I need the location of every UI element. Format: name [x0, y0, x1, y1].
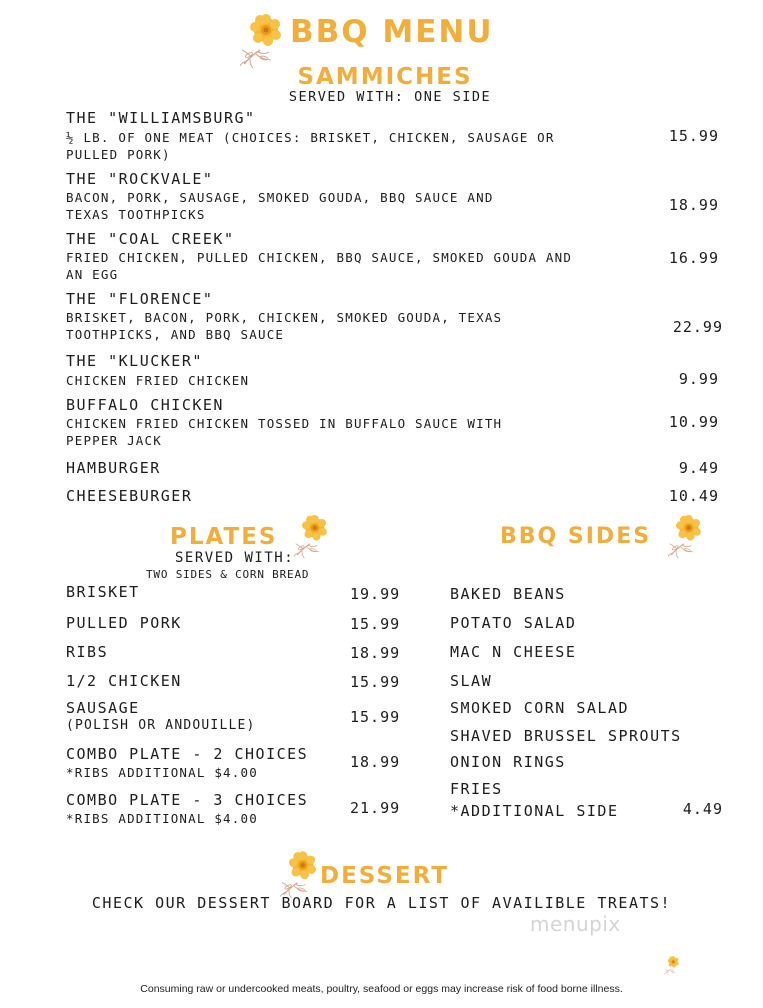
item-name: PULLED PORK [66, 614, 182, 632]
item-description: TOOTHPICKS, AND BBQ SAUCE [66, 327, 285, 342]
sides-heading: BBQ SIDES [500, 524, 652, 549]
item-name: BRISKET [66, 583, 140, 601]
dessert-text: CHECK OUR DESSERT BOARD FOR A LIST OF AVAILIBLE TREATS! [91, 894, 672, 912]
item-name: COMBO PLATE - 2 CHOICES [66, 745, 309, 763]
side-item: POTATO SALAD [450, 614, 577, 632]
dessert-heading: DESSERT [320, 863, 449, 889]
item-description: ½ LB. OF ONE MEAT (CHOICES: BRISKET, CHICKEN, SAUSAGE OR [66, 130, 555, 145]
item-price: 21.99 [350, 799, 401, 817]
side-item: BAKED BEANS [450, 585, 566, 603]
item-note: (POLISH OR ANDOUILLE) [66, 718, 256, 733]
item-name: COMBO PLATE - 3 CHOICES [66, 791, 309, 809]
item-name: RIBS [66, 643, 109, 661]
disclaimer: Consuming raw or undercooked meats, poultry, seafood or eggs may increase risk of food borne illness. [140, 983, 623, 995]
item-price: 18.99 [350, 753, 401, 771]
item-description: BRISKET, BACON, PORK, CHICKEN, SMOKED GOUDA, TEXAS [66, 310, 503, 325]
flower-icon [668, 510, 708, 560]
plates-subheading: TWO SIDES & CORN BREAD [146, 568, 310, 581]
flower-icon [240, 8, 290, 70]
item-name: 1/2 CHICKEN [66, 672, 182, 690]
item-description: FRIED CHICKEN, PULLED CHICKEN, BBQ SAUCE, SMOKED GOUDA AND [66, 250, 573, 265]
item-price: 18.99 [350, 644, 401, 662]
item-price: 22.99 [672, 318, 723, 336]
item-description: CHICKEN FRIED CHICKEN [66, 373, 250, 388]
sammiches-heading: SAMMICHES [297, 64, 473, 90]
item-price: 19.99 [350, 585, 401, 603]
item-name: BUFFALO CHICKEN [66, 396, 224, 414]
item-price: 10.49 [668, 487, 719, 505]
item-price: 15.99 [350, 673, 401, 691]
item-description: TEXAS TOOTHPICKS [66, 207, 206, 222]
item-description: BACON, PORK, SAUSAGE, SMOKED GOUDA, BBQ SAUCE AND [66, 190, 494, 205]
side-item: ONION RINGS [450, 753, 566, 771]
side-item: SHAVED BRUSSEL SPROUTS [450, 727, 682, 745]
item-price: 15.99 [350, 615, 401, 633]
item-name: CHEESEBURGER [66, 487, 193, 505]
side-item: FRIES [450, 780, 503, 798]
item-name: THE "COAL CREEK" [66, 230, 235, 248]
side-item: SLAW [450, 672, 493, 690]
item-name: THE "FLORENCE" [66, 290, 214, 308]
item-name: THE "ROCKVALE" [66, 170, 214, 188]
item-name: SAUSAGE [66, 699, 140, 717]
item-name: THE "WILLIAMSBURG" [66, 109, 256, 127]
item-description: AN EGG [66, 267, 119, 282]
additional-side-label: *ADDITIONAL SIDE [450, 802, 619, 820]
flower-icon [280, 846, 324, 900]
item-description: PEPPER JACK [66, 433, 162, 448]
watermark: menupix [530, 912, 621, 936]
plates-heading: PLATES [170, 524, 278, 550]
item-price: 15.99 [350, 708, 401, 726]
item-name: THE "KLUCKER" [66, 352, 203, 370]
item-note: *RIBS ADDITIONAL $4.00 [66, 811, 258, 826]
side-item: MAC N CHEESE [450, 643, 577, 661]
menu-title: BBQ MENU [290, 14, 494, 50]
item-price: 16.99 [668, 249, 719, 267]
item-price: 15.99 [668, 127, 719, 145]
item-description: PULLED PORK) [66, 147, 171, 162]
additional-side-price: 4.49 [682, 800, 723, 818]
item-price: 9.99 [678, 370, 719, 388]
flower-icon [294, 510, 334, 560]
flower-icon [664, 954, 682, 976]
item-name: HAMBURGER [66, 459, 161, 477]
item-price: 9.49 [678, 459, 719, 477]
item-price: 10.99 [668, 413, 719, 431]
sammiches-subheading: SERVED WITH: ONE SIDE [288, 89, 492, 105]
item-note: *RIBS ADDITIONAL $4.00 [66, 765, 258, 780]
side-item: SMOKED CORN SALAD [450, 699, 630, 717]
item-price: 18.99 [668, 196, 719, 214]
item-description: CHICKEN FRIED CHICKEN TOSSED IN BUFFALO SAUCE WITH [66, 416, 503, 431]
plates-subheading: SERVED WITH: [175, 550, 295, 566]
